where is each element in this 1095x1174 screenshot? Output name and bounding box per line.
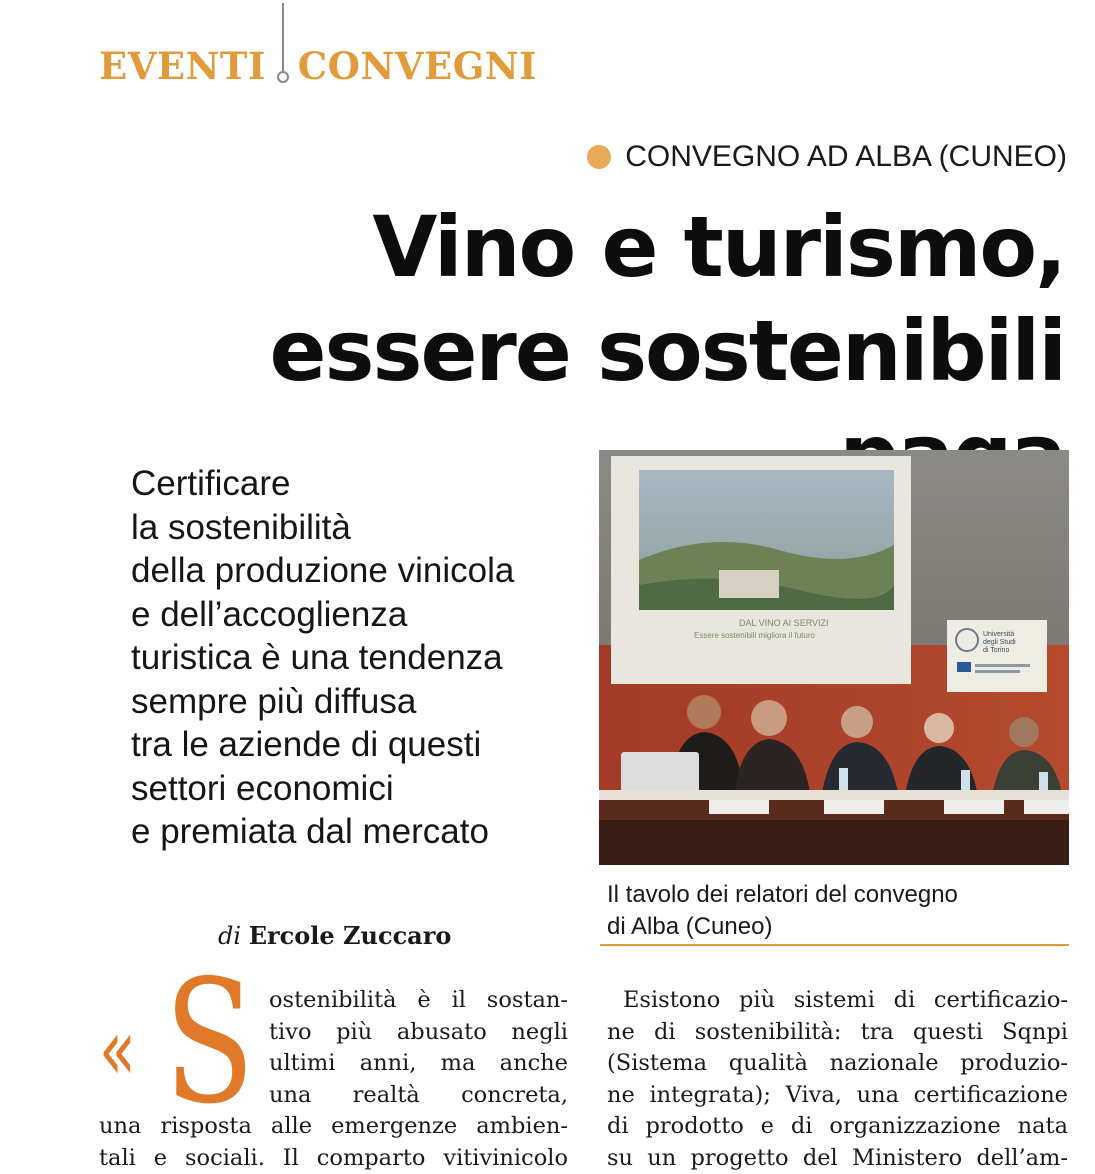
section-header xyxy=(99,44,537,88)
kicker xyxy=(587,140,1067,174)
body-line: ultimi anni, ma anche xyxy=(269,1048,568,1080)
body-line: tali e sociali. Il comparto vitivinicolo xyxy=(99,1143,568,1174)
standfirst-line: e dell’accoglienza xyxy=(131,593,581,637)
body-line: ne di sostenibilità: tra questi Sqnpi xyxy=(607,1017,1068,1049)
body-line: (Sistema qualità nazionale produzio- xyxy=(607,1048,1068,1080)
conference-photo xyxy=(599,450,1069,865)
standfirst-line: tra le aziende di questi xyxy=(131,723,581,767)
banner-line-3: di Torino xyxy=(983,647,1009,654)
body-line: ne integrata); Viva, una certificazione xyxy=(607,1080,1068,1112)
standfirst-line: sempre più diffusa xyxy=(131,680,581,724)
standfirst-line: Certificare xyxy=(131,462,581,506)
byline-author: Ercole Zuccaro xyxy=(249,921,452,950)
body-line: una realtà concreta, xyxy=(269,1080,568,1112)
headline-line-1: Vino e turismo, xyxy=(65,195,1065,299)
body-line: Esistono più sistemi di certificazio- xyxy=(607,985,1068,1017)
headline-line-2: essere sostenibili xyxy=(65,299,1065,507)
slide-title: DAL VINO AI SERVIZI xyxy=(739,618,829,628)
body-column-1 xyxy=(99,985,568,1174)
standfirst-line: turistica è una tendenza xyxy=(131,636,581,680)
opening-quote-mark: « xyxy=(99,1010,136,1090)
standfirst-line: la sostenibilità xyxy=(131,506,581,550)
body-column-2 xyxy=(607,985,1068,1174)
caption-line-1: Il tavolo dei relatori del convegno xyxy=(607,879,1067,911)
banner-line-2: degli Studi xyxy=(983,639,1016,646)
body-line: di prodotto e di organizzazione nata xyxy=(607,1111,1068,1143)
body-line: tivo più abusato negli xyxy=(269,1017,568,1049)
byline-prefix: di xyxy=(218,922,241,950)
kicker-dot-icon xyxy=(587,145,611,169)
banner-line-1: Università xyxy=(983,631,1014,638)
body-line: ostenibilità è il sostan- xyxy=(269,985,568,1017)
body-line: una risposta alle emergenze ambien- xyxy=(99,1111,568,1143)
section-label-convegni: CONVEGNI xyxy=(298,44,537,88)
drop-cap: S xyxy=(164,958,255,1128)
slide-subtitle: Essere sostenibili migliora il futuro xyxy=(694,631,815,640)
section-label-eventi: EVENTI xyxy=(99,44,266,88)
standfirst-line: settori economici xyxy=(131,767,581,811)
photo-caption xyxy=(607,879,1067,943)
caption-line-2: di Alba (Cuneo) xyxy=(607,911,1067,943)
standfirst-line: e premiata dal mercato xyxy=(131,810,581,854)
caption-rule xyxy=(600,944,1069,946)
standfirst-line: della produzione vinicola xyxy=(131,549,581,593)
standfirst xyxy=(131,462,581,854)
section-divider xyxy=(270,47,296,85)
body-line: su un progetto del Ministero dell’am- xyxy=(607,1143,1068,1174)
kicker-text: CONVEGNO AD ALBA (CUNEO) xyxy=(625,140,1067,174)
